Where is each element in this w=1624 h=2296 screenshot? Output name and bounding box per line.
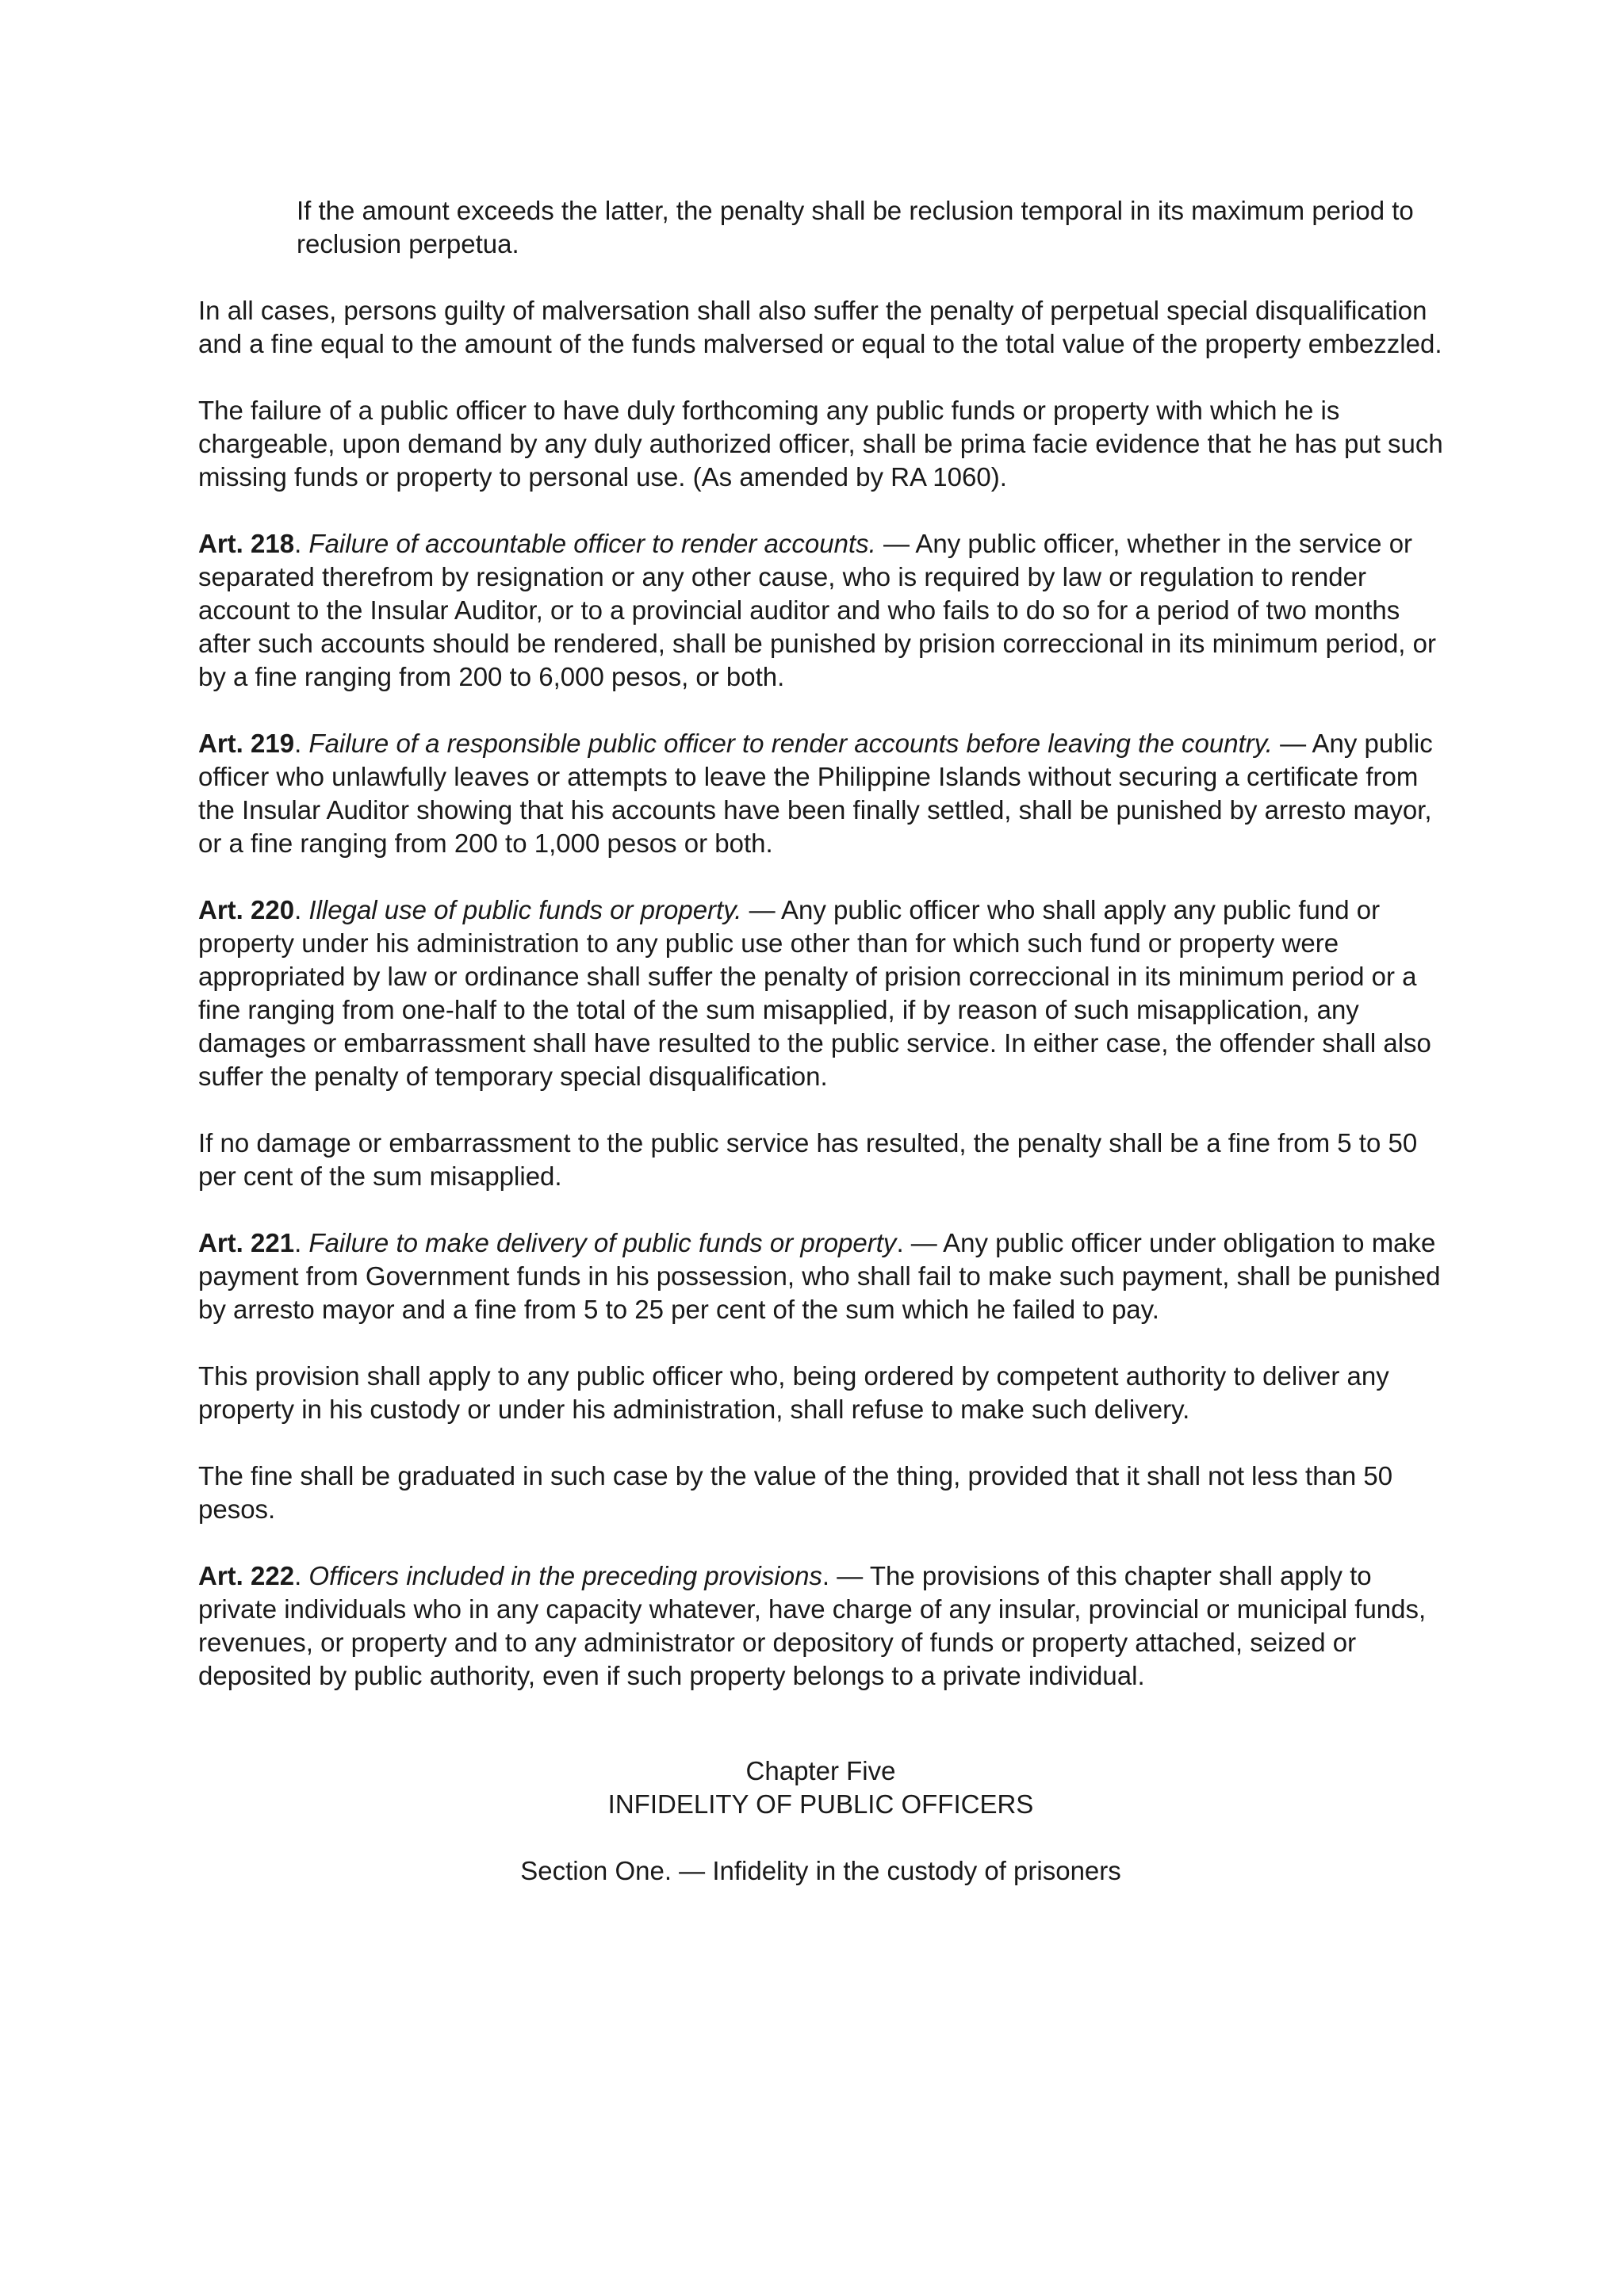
article-body: — Any public officer who unlawfully leaves or attempts to leave the Philippine Islands without securing a certificate from the Insular Auditor showing that his accounts have been finally settled, shall be punished by arresto mayor, or a fine ranging from 200 to 1,000 pesos or both.	[198, 729, 1433, 858]
article-title: Failure of accountable officer to render accounts.	[308, 529, 876, 558]
chapter-number: Chapter Five	[745, 1756, 896, 1785]
article-body: — Any public officer, whether in the service or separated therefrom by resignation or any other cause, who is required by law or regulation to render account to the Insular Auditor, or to a provincial auditor and who fails to do so for a period of two months after such accounts should be rendered, shall be punished by prision correccional in its minimum period, or by a fine ranging from 200 to 6,000 pesos, or both.	[198, 529, 1436, 691]
article-number: Art. 220	[198, 895, 295, 924]
chapter-title: INFIDELITY OF PUBLIC OFFICERS	[607, 1789, 1034, 1819]
article-title: Failure to make delivery of public funds or property	[308, 1228, 897, 1257]
article-221: Art. 221. Failure to make delivery of public funds or property. — Any public officer under obligation to make payment from Government funds in his possession, who shall fail to make such payment, shall be punished by arresto mayor and a fine from 5 to 25 per cent of the sum which he failed to pay.	[198, 1228, 1441, 1324]
article-body: . — Any public officer under obligation to make payment from Government funds in his possession, who shall fail to make such payment, shall be punished by arresto mayor and a fine from 5 to 25 per cent of the sum which he failed to pay.	[198, 1228, 1441, 1324]
article-title: Failure of a responsible public officer to render accounts before leaving the country.	[308, 729, 1273, 758]
article-220: Art. 220. Illegal use of public funds or property. — Any public officer who shall apply any public fund or property under his administration to any public use other than for which such fund or property were appropriated by law or ordinance shall suffer the penalty of prision correccional in its minimum period or a fine ranging from one-half to the total of the sum misapplied, if by reason of such misapplication, any damages or embarrassment shall have resulted to the public service. In either case, the offender shall also suffer the penalty of temporary special disqualification.	[198, 895, 1431, 1091]
article-title: Officers included in the preceding provisions	[308, 1561, 822, 1590]
article-218: Art. 218. Failure of accountable officer to render accounts. — Any public officer, whether in the service or separated therefrom by resignation or any other cause, who is required by law or regulation to render account to the Insular Auditor, or to a provincial auditor and who fails to do so for a period of two months after such accounts should be rendered, shall be punished by prision correccional in its minimum period, or by a fine ranging from 200 to 6,000 pesos, or both.	[198, 529, 1436, 691]
article-title: Illegal use of public funds or property.	[308, 895, 742, 924]
article-body: . — The provisions of this chapter shall apply to private individuals who in any capacity whatever, have charge of any insular, provincial or municipal funds, revenues, or property and to any administrator or depository of funds or property attached, seized or deposited by public authority, even if such property belongs to a private individual.	[198, 1561, 1427, 1690]
paragraph-no-damage: If no damage or embarrassment to the public service has resulted, the penalty shall be a fine from 5 to 50 per cent of the sum misapplied.	[198, 1128, 1418, 1191]
article-number: Art. 219	[198, 729, 295, 758]
document-page	[198, 194, 1443, 1888]
article-number: Art. 222	[198, 1561, 295, 1590]
paragraph-penalty-exceeds: If the amount exceeds the latter, the penalty shall be reclusion temporal in its maximum period to reclusion perpetua.	[297, 196, 1414, 258]
article-body: — Any public officer who shall apply any public fund or property under his administration to any public use other than for which such fund or property were appropriated by law or ordinance shall suffer the penalty of prision correccional in its minimum period or a fine ranging from one-half to the total of the sum misapplied, if by reason of such misapplication, any damages or embarrassment shall have resulted to the public service. In either case, the offender shall also suffer the penalty of temporary special disqualification.	[198, 895, 1431, 1091]
article-222: Art. 222. Officers included in the preceding provisions. — The provisions of this chapter shall apply to private individuals who in any capacity whatever, have charge of any insular, provincial or municipal funds, revenues, or property and to any administrator or depository of funds or property attached, seized or deposited by public authority, even if such property belongs to a private individual.	[198, 1561, 1427, 1690]
paragraph-provision-apply: This provision shall apply to any public officer who, being ordered by competent authority to deliver any property in his custody or under his administration, shall refuse to make such delivery.	[198, 1361, 1389, 1424]
article-number: Art. 218	[198, 529, 295, 558]
article-number: Art. 221	[198, 1228, 295, 1257]
paragraph-fine-graduated: The fine shall be graduated in such case by the value of the thing, provided that it shall not less than 50 pesos.	[198, 1461, 1393, 1524]
section-title: Section One. — Infidelity in the custody of prisoners	[520, 1856, 1121, 1885]
paragraph-failure-forthcoming: The failure of a public officer to have duly forthcoming any public funds or property with which he is chargeable, upon demand by any duly authorized officer, shall be prima facie evidence that he has put such missing funds or property to personal use. (As amended by RA 1060).	[198, 396, 1443, 492]
paragraph-all-cases: In all cases, persons guilty of malversation shall also suffer the penalty of perpetual special disqualification and a fine equal to the amount of the funds malversed or equal to the total value of the property embezzled.	[198, 296, 1442, 358]
article-219: Art. 219. Failure of a responsible public officer to render accounts before leaving the country. — Any public officer who unlawfully leaves or attempts to leave the Philippine Islands without securing a certificate from the Insular Auditor showing that his accounts have been finally settled, shall be punished by arresto mayor, or a fine ranging from 200 to 1,000 pesos or both.	[198, 729, 1433, 858]
chapter-heading	[198, 1755, 1443, 1888]
